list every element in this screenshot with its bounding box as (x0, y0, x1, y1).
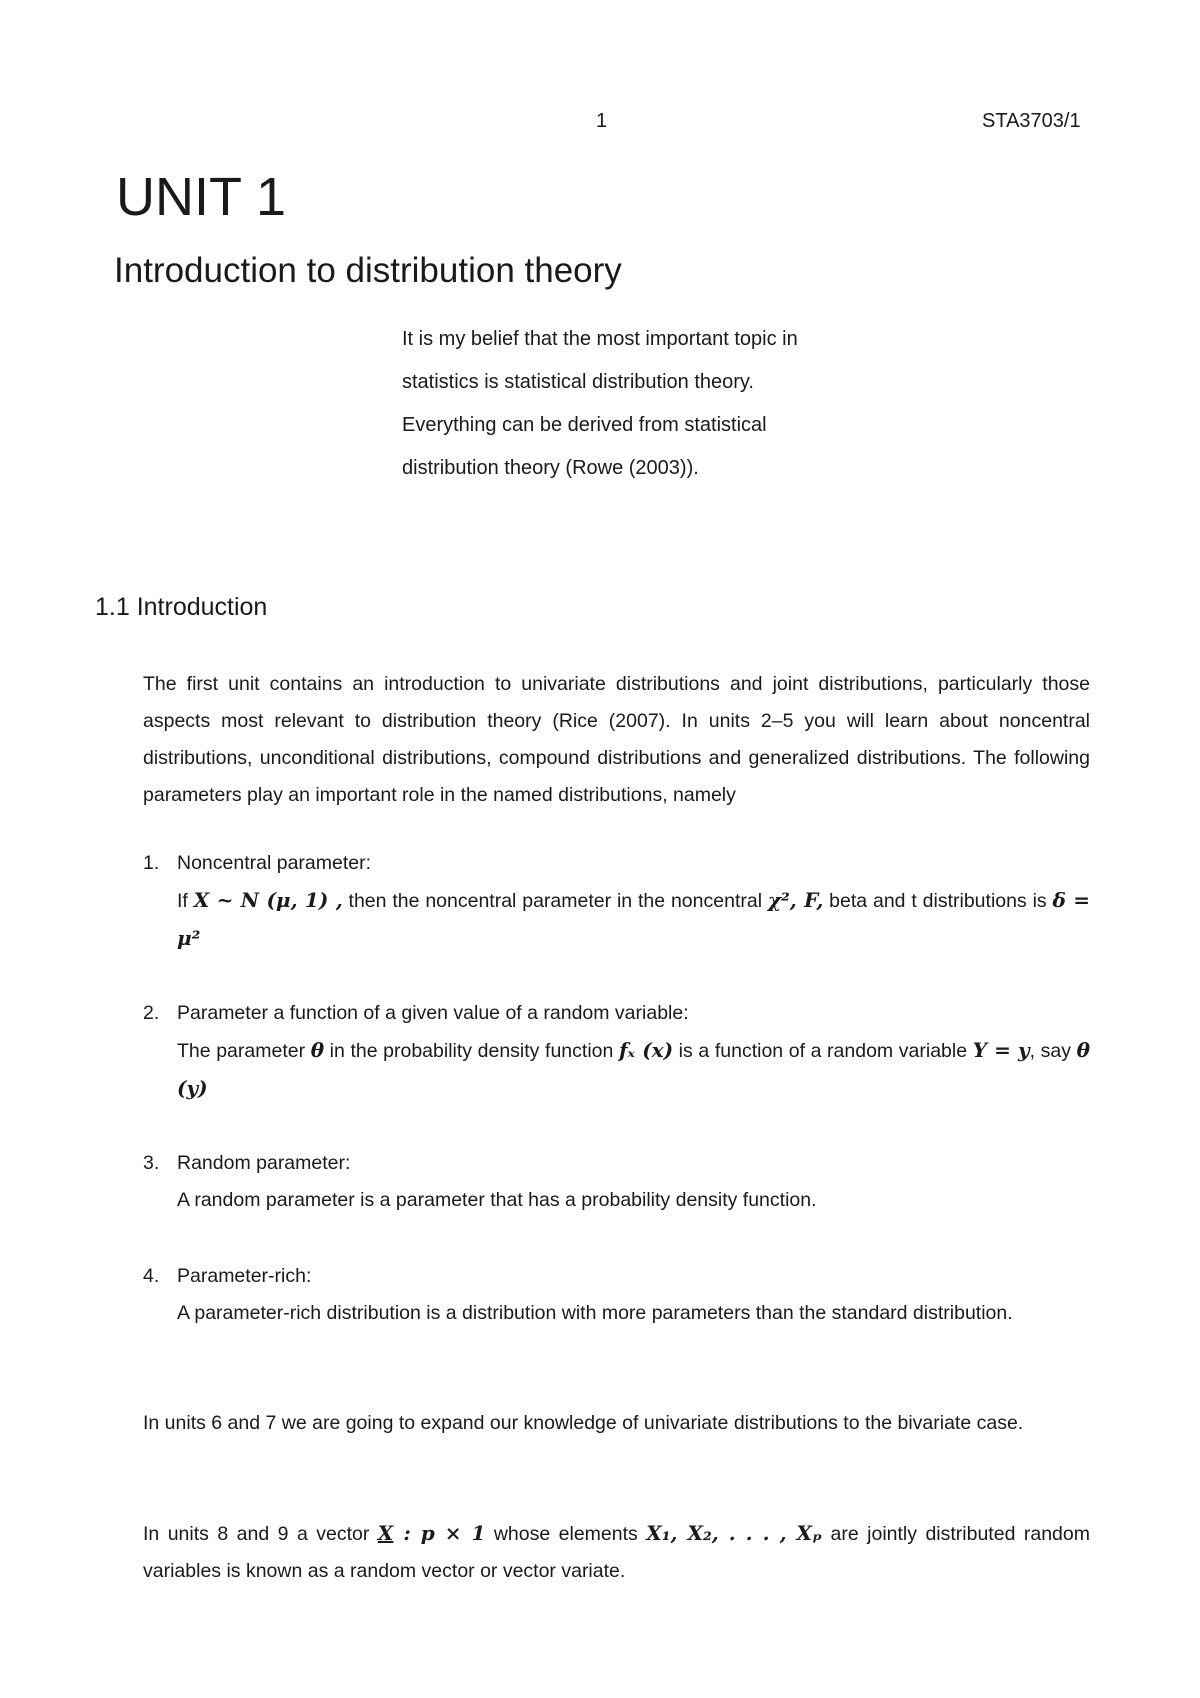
list-item (143, 1145, 1090, 1219)
body-text: are jointly distributed random variables is known as a random vector or vector variate. (143, 1523, 1090, 1582)
unit-title: UNIT 1 (116, 167, 287, 227)
math-expression: θ (y) (177, 1038, 1090, 1100)
math-expression: χ², F, (767, 888, 824, 912)
unit-subtitle: Introduction to distribution theory (114, 251, 622, 290)
list-number: 3. (143, 1152, 160, 1174)
math-expression: δ = μ² (177, 888, 1091, 950)
list-number: 1. (143, 852, 160, 874)
list-item-title: Parameter a function of a given value of a random variable: (177, 1002, 689, 1024)
math-expression: X (377, 1521, 394, 1545)
list-item (143, 995, 1090, 1108)
body-text: , say (1029, 1040, 1077, 1062)
body-text: If (177, 890, 194, 912)
list-item (143, 845, 1090, 958)
course-code: STA3703/1 (982, 110, 1081, 132)
section-heading: 1.1 Introduction (95, 593, 268, 621)
list-number: 4. (143, 1265, 160, 1287)
body-text: in the probability density function (324, 1040, 619, 1062)
intro-paragraph: The first unit contains an introduction to univariate distributions and joint distributions, particularly those aspects most relevant to distribution theory (Rice (2007). In units 2–5 you will learn about noncentral distributions, unconditional distributions, compound distributions and generalized distributions. The following parameters play an important role in the named distributions, namely (143, 673, 1090, 806)
epigraph-quote (402, 318, 852, 490)
list-item (143, 1258, 1090, 1332)
math-expression: fₓ (x) (618, 1038, 674, 1062)
list-item-body (177, 882, 1090, 958)
list-item-body (177, 1032, 1090, 1108)
body-text: In units 8 and 9 a vector (143, 1523, 378, 1545)
body-text: whose elements (485, 1523, 647, 1545)
closing-paragraph: In units 6 and 7 we are going to expand our knowledge of univariate distributions to the bivariate case. (143, 1412, 1024, 1434)
body-text: The parameter (177, 1040, 311, 1062)
body-text: then the noncentral parameter in the noncentral (342, 890, 768, 912)
math-expression: X₁, X₂, . . . , Xₚ (646, 1521, 823, 1545)
list-item-body: A parameter-rich distribution is a distribution with more parameters than the standard distribution. (177, 1302, 1013, 1324)
list-item-title: Random parameter: (177, 1152, 351, 1174)
list-item-title: Parameter-rich: (177, 1265, 312, 1287)
quote-line: It is my belief that the most important topic in (402, 328, 798, 350)
list-number: 2. (143, 1002, 160, 1024)
quote-line: Everything can be derived from statistical (402, 414, 767, 436)
math-expression: θ (310, 1038, 325, 1062)
body-text: beta and t distributions is (823, 890, 1053, 912)
vector-paragraph (143, 1515, 1090, 1590)
math-expression: X ~ N (μ, 1) , (193, 888, 343, 912)
list-item-title: Noncentral parameter: (177, 852, 372, 874)
quote-line: distribution theory (Rowe (2003)). (402, 457, 699, 479)
math-expression: : p × 1 (393, 1521, 486, 1545)
page-number: 1 (596, 110, 608, 132)
body-text: is a function of a random variable (673, 1040, 973, 1062)
quote-line: statistics is statistical distribution theory. (402, 371, 754, 393)
math-expression: Y = y (972, 1038, 1030, 1062)
list-item-body: A random parameter is a parameter that has a probability density function. (177, 1189, 817, 1211)
